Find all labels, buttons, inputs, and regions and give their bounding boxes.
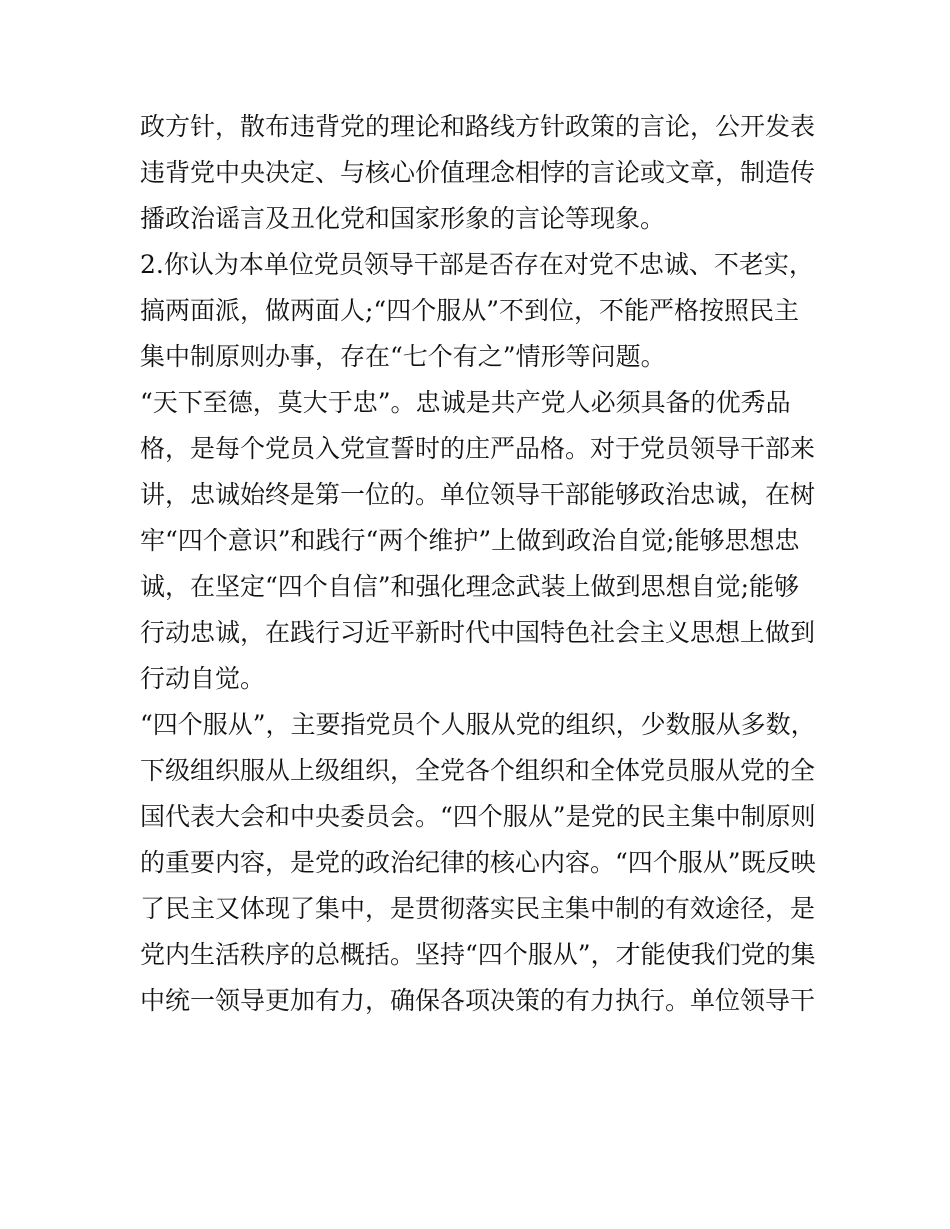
text-line: 违背党中央决定、与核心价值理念相悖的言论或文章，制造传 — [140, 158, 816, 187]
text-line: 行动忠诚，在践行习近平新时代中国特色社会主义思想上做到 — [140, 618, 816, 647]
document-body — [140, 104, 820, 1024]
text-line: “天下至德，莫大于忠”。忠诚是共产党人必须具备的优秀品 — [140, 388, 791, 417]
text-line: 讲，忠诚始终是第一位的。单位领导干部能够政治忠诚，在树 — [140, 480, 816, 509]
text-line: “四个服从”，主要指党员个人服从党的组织，少数服从多数， — [140, 710, 816, 739]
text-line: 行动自觉。 — [140, 664, 266, 693]
text-line: 播政治谣言及丑化党和国家形象的言论等现象。 — [140, 204, 666, 233]
text-line: 了民主又体现了集中，是贯彻落实民主集中制的有效途径，是 — [140, 894, 816, 923]
text-line: 的重要内容，是党的政治纪律的核心内容。“四个服从”既反映 — [140, 848, 816, 877]
text-line: 格，是每个党员入党宣誓时的庄严品格。对于党员领导干部来 — [140, 434, 816, 463]
question-line: 2.你认为本单位党员领导干部是否存在对党不忠诚、不老实， — [140, 250, 814, 279]
text-line: 党内生活秩序的总概括。坚持“四个服从”，才能使我们党的集 — [140, 940, 816, 969]
text-line: 牢“四个意识”和践行“两个维护”上做到政治自觉;能够思想忠 — [140, 526, 800, 555]
question-line: 集中制原则办事，存在“七个有之”情形等问题。 — [140, 342, 666, 371]
text-line: 诚，在坚定“四个自信”和强化理念武装上做到思想自觉;能够 — [140, 572, 799, 601]
text-line: 国代表大会和中央委员会。“四个服从”是党的民主集中制原则 — [140, 802, 816, 831]
text-line: 政方针，散布违背党的理论和路线方针政策的言论，公开发表 — [140, 112, 816, 141]
text-line: 下级组织服从上级组织，全党各个组织和全体党员服从党的全 — [140, 756, 816, 785]
text-line: 中统一领导更加有力，确保各项决策的有力执行。单位领导干 — [140, 986, 816, 1015]
question-line: 搞两面派，做两面人;“四个服从”不到位，不能严格按照民主 — [140, 296, 799, 325]
